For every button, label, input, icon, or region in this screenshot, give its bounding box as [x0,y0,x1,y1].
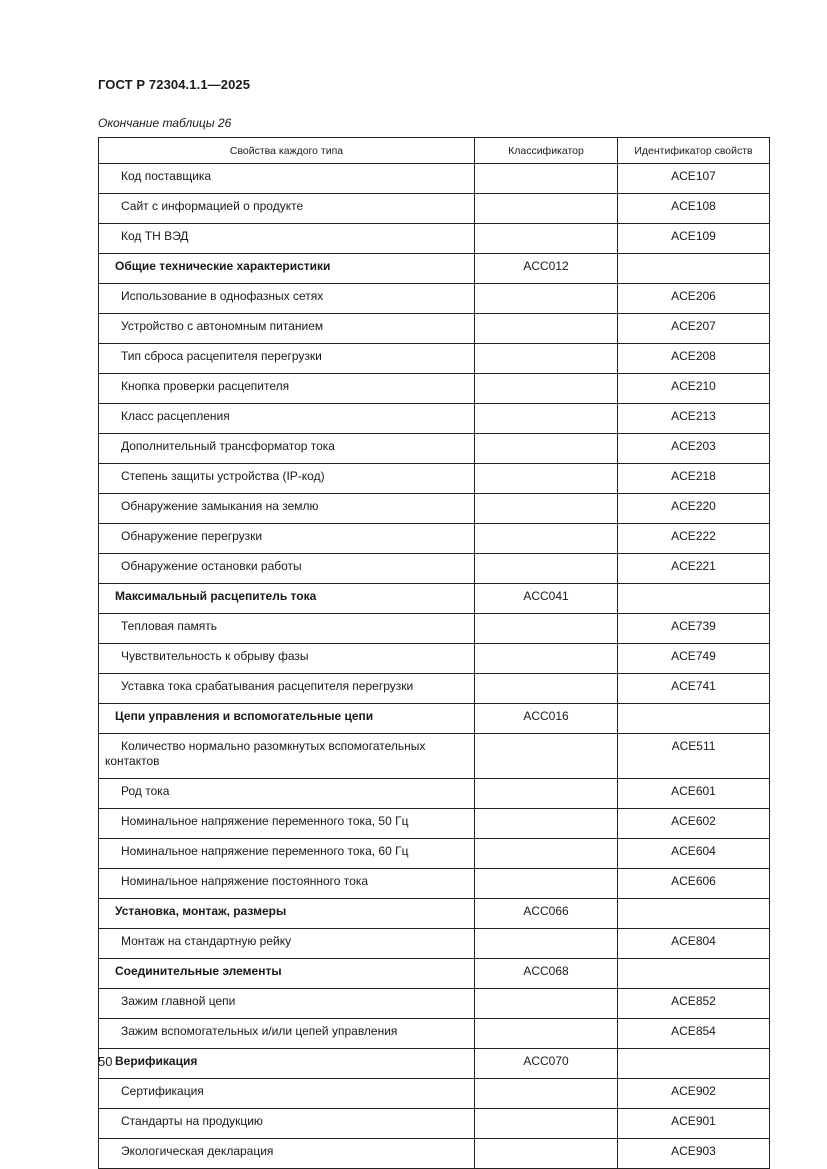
table-row [99,494,770,524]
property-id-cell: ACE203 [618,434,770,464]
table-group-row [99,1049,770,1079]
property-id-cell [618,584,770,614]
property-name-cell: Кнопка проверки расцепителя [99,374,475,404]
classifier-cell [475,929,618,959]
property-id-cell: ACE511 [618,734,770,779]
classifier-cell [475,674,618,704]
property-name-cell: Номинальное напряжение переменного тока, 60 Гц [99,839,475,869]
classifier-cell [475,1019,618,1049]
property-name-cell: Устройство с автономным питанием [99,314,475,344]
document-header: ГОСТ Р 72304.1.1—2025 [98,77,251,92]
classifier-cell: ACC068 [475,959,618,989]
group-name-cell: Общие технические характеристики [99,254,475,284]
classifier-cell [475,734,618,779]
classifier-cell [475,839,618,869]
table-header-row [99,138,770,164]
property-name-cell: Обнаружение перегрузки [99,524,475,554]
property-name-cell: Зажим вспомогательных и/или цепей управления [99,1019,475,1049]
property-name-cell: Тепловая память [99,614,475,644]
property-id-cell: ACE739 [618,614,770,644]
property-name-cell: Использование в однофазных сетях [99,284,475,314]
property-id-cell: ACE903 [618,1139,770,1169]
table-row [99,164,770,194]
table-row [99,524,770,554]
table-row [99,374,770,404]
classifier-cell [475,404,618,434]
property-id-cell: ACE210 [618,374,770,404]
property-name-cell: Дополнительный трансформатор тока [99,434,475,464]
table-row [99,1019,770,1049]
table-row [99,434,770,464]
page-number: 50 [98,1054,113,1069]
table-row [99,224,770,254]
table-row [99,1109,770,1139]
classifier-cell [475,434,618,464]
table-row [99,194,770,224]
table-group-row [99,899,770,929]
group-name-cell: Установка, монтаж, размеры [99,899,475,929]
classifier-cell [475,194,618,224]
classifier-cell [475,374,618,404]
table-row [99,644,770,674]
classifier-cell [475,524,618,554]
property-id-cell: ACE749 [618,644,770,674]
table-row [99,314,770,344]
table-row [99,1139,770,1169]
property-id-cell: ACE804 [618,929,770,959]
property-id-cell [618,959,770,989]
property-id-cell: ACE108 [618,194,770,224]
table-caption: Окончание таблицы 26 [98,116,232,130]
property-name-cell: Номинальное напряжение переменного тока, 50 Гц [99,809,475,839]
property-name-cell: Сертификация [99,1079,475,1109]
classifier-cell [475,1079,618,1109]
group-name-cell: Соединительные элементы [99,959,475,989]
property-name-cell: Зажим главной цепи [99,989,475,1019]
property-id-cell [618,1049,770,1079]
classifier-cell [475,779,618,809]
table-group-row [99,254,770,284]
property-id-cell: ACE852 [618,989,770,1019]
properties-table [98,137,770,1169]
property-name-cell: Степень защиты устройства (IP-код) [99,464,475,494]
property-id-cell [618,899,770,929]
group-name-cell: Максимальный расцепитель тока [99,584,475,614]
table-row [99,464,770,494]
property-id-cell: ACE606 [618,869,770,899]
classifier-cell: ACC012 [475,254,618,284]
property-id-cell: ACE741 [618,674,770,704]
classifier-cell [475,344,618,374]
table-group-row [99,704,770,734]
property-name-cell: Количество нормально разомкнутых вспомогательных контактов [99,734,475,779]
classifier-cell [475,164,618,194]
property-id-cell: ACE901 [618,1109,770,1139]
table-row [99,344,770,374]
classifier-cell [475,614,618,644]
classifier-cell [475,1139,618,1169]
property-name-cell: Экологическая декларация [99,1139,475,1169]
property-id-cell: ACE213 [618,404,770,434]
table-row [99,734,770,779]
property-name-cell: Класс расцепления [99,404,475,434]
table-row [99,989,770,1019]
classifier-cell [475,554,618,584]
column-header-properties: Свойства каждого типа [99,138,475,164]
table-row [99,284,770,314]
classifier-cell: ACC070 [475,1049,618,1079]
property-name-cell: Сайт с информацией о продукте [99,194,475,224]
property-id-cell: ACE601 [618,779,770,809]
property-name-cell: Род тока [99,779,475,809]
property-name-cell: Уставка тока срабатывания расцепителя перегрузки [99,674,475,704]
classifier-cell [475,1109,618,1139]
classifier-cell [475,464,618,494]
property-name-cell: Код ТН ВЭД [99,224,475,254]
property-name-cell: Код поставщика [99,164,475,194]
property-name-cell: Обнаружение замыкания на землю [99,494,475,524]
property-id-cell [618,704,770,734]
property-id-cell: ACE222 [618,524,770,554]
table-row [99,929,770,959]
classifier-cell [475,989,618,1019]
table-row [99,809,770,839]
table-group-row [99,959,770,989]
property-id-cell: ACE220 [618,494,770,524]
property-id-cell: ACE208 [618,344,770,374]
property-name-cell: Стандарты на продукцию [99,1109,475,1139]
table-row [99,1079,770,1109]
property-id-cell: ACE902 [618,1079,770,1109]
property-id-cell: ACE207 [618,314,770,344]
classifier-cell: ACC066 [475,899,618,929]
classifier-cell [475,224,618,254]
classifier-cell [475,644,618,674]
classifier-cell [475,314,618,344]
group-name-cell: Цепи управления и вспомогательные цепи [99,704,475,734]
classifier-cell: ACC016 [475,704,618,734]
classifier-cell [475,494,618,524]
property-name-cell: Номинальное напряжение постоянного тока [99,869,475,899]
table-row [99,869,770,899]
classifier-cell: ACC041 [475,584,618,614]
property-id-cell: ACE218 [618,464,770,494]
table-row [99,554,770,584]
table-row [99,674,770,704]
classifier-cell [475,869,618,899]
classifier-cell [475,809,618,839]
property-id-cell: ACE221 [618,554,770,584]
column-header-classifier: Классификатор [475,138,618,164]
table-group-row [99,584,770,614]
group-name-cell: Верификация [99,1049,475,1079]
property-id-cell: ACE107 [618,164,770,194]
table-row [99,779,770,809]
property-name-cell: Чувствительность к обрыву фазы [99,644,475,674]
property-id-cell: ACE602 [618,809,770,839]
classifier-cell [475,284,618,314]
table-row [99,839,770,869]
property-name-cell: Тип сброса расцепителя перегрузки [99,344,475,374]
property-id-cell: ACE109 [618,224,770,254]
table-row [99,404,770,434]
table-row [99,614,770,644]
property-id-cell: ACE604 [618,839,770,869]
property-name-cell: Монтаж на стандартную рейку [99,929,475,959]
column-header-property-id: Идентификатор свойств [618,138,770,164]
property-name-cell: Обнаружение остановки работы [99,554,475,584]
property-id-cell: ACE206 [618,284,770,314]
property-id-cell: ACE854 [618,1019,770,1049]
property-id-cell [618,254,770,284]
